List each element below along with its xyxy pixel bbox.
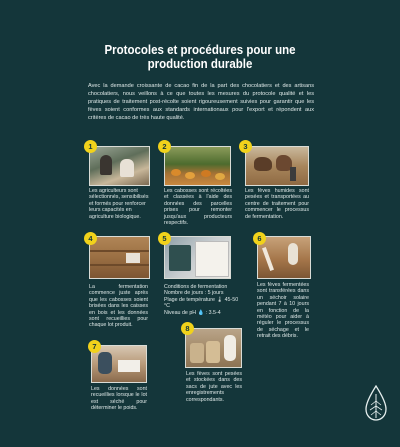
step-7-badge: 7	[88, 340, 101, 353]
page-title	[71, 43, 329, 71]
step-5-line-1: Conditions de fermentation	[164, 284, 228, 290]
step-5-line-4: Niveau de pH 💧 : 3.5-4	[164, 309, 221, 316]
step-4-photo	[89, 236, 150, 279]
step-8-caption: Les fèves sont pesées et stockées dans des sacs de jute avec les enregistrements correspondants.	[186, 371, 242, 403]
title-line-1: Protocoles et procédures pour une	[104, 43, 296, 57]
step-2-photo	[164, 146, 231, 186]
step-8-photo	[185, 328, 242, 368]
title-line-2: production durable	[147, 57, 253, 71]
step-1-caption: Les agriculteurs sont sélectionnés, sensibilisés et formés pour renforcer leurs capacités en agriculture biologique.	[89, 188, 149, 220]
step-4-badge: 4	[84, 232, 97, 245]
step-5-photo	[164, 236, 231, 279]
step-3-photo	[245, 146, 309, 186]
leaf-drop-icon	[365, 385, 387, 421]
step-5-badge: 5	[158, 232, 171, 245]
step-5-caption	[164, 284, 244, 316]
step-6-caption: Les fèves fermentées sont transférées dans un séchoir solaire pendant 7 à 10 jours en fonction de la météo pour aider à réguler le processus de séchage et le retrait des débris.	[257, 282, 309, 340]
step-3-caption: Les fèves humides sont pesées et transportées au centre de traitement pour commencer le processus de fermentation.	[245, 188, 309, 220]
step-8-badge: 8	[181, 322, 194, 335]
step-7-caption: Les données sont recueillies lorsque le lot est séché pour déterminer le poids.	[91, 386, 147, 412]
step-2-caption: Les cabosses sont récoltées et classées à l'aide des données des parcelles prises pour remonter jusqu'aux producteurs respectifs.	[164, 188, 232, 227]
step-5-line-3: Plage de température 🌡 45-50 °C	[164, 296, 239, 310]
step-1-photo	[89, 146, 150, 186]
intro-paragraph: Avec la demande croissante de cacao fin de la part des chocolatiers et des artisans chocolatiers, nous veillons à ce que toutes les mesures du protocole qualité et les pratiques de traitement post-récolte soient rigoureusement suivies pour garantir que les fèves soient conformes aux standards internationaux pour l'export et répondent aux critères de cacao de très haute qualité.	[88, 83, 314, 122]
step-4-caption: La fermentation commence juste après que les cabosses soient brisées dans les caisses en bois et les données sont recueillies pour chaque lot produit.	[89, 284, 148, 329]
step-6-badge: 6	[253, 232, 266, 245]
step-2-badge: 2	[158, 140, 171, 153]
step-1-badge: 1	[84, 140, 97, 153]
step-6-photo	[257, 236, 311, 279]
step-3-badge: 3	[239, 140, 252, 153]
step-5-line-2: Nombre de jours : 5 jours	[164, 290, 224, 297]
